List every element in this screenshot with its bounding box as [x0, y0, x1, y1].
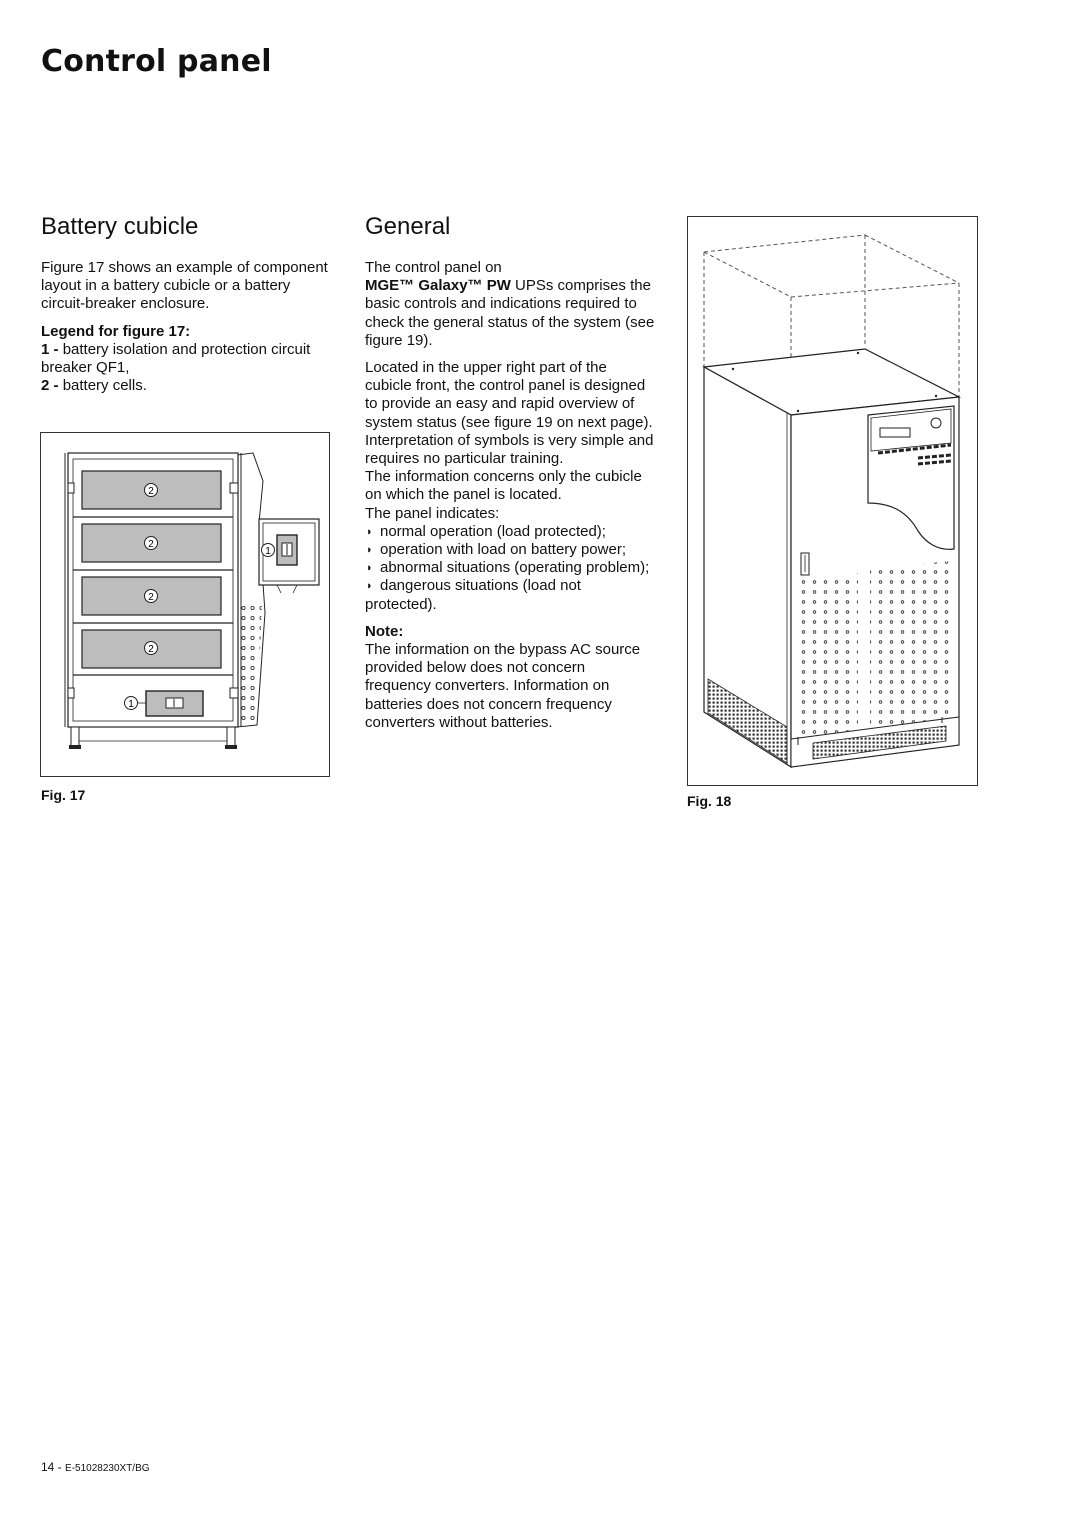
- battery-cubicle-drawing: [41, 433, 329, 776]
- control-panel-display: [880, 428, 910, 437]
- ups-cubicle-drawing: [688, 217, 977, 785]
- svg-text:1: 1: [265, 546, 271, 557]
- general-text: [365, 259, 655, 732]
- page-title: Control panel: [41, 44, 272, 79]
- legend-title: Legend for figure 17:: [41, 322, 191, 340]
- legend-item-1: 1 - battery isolation and protection circuit breaker QF1,: [41, 340, 311, 377]
- figure-18: [687, 216, 978, 786]
- general-heading: General: [365, 213, 451, 240]
- callout-1: [262, 544, 275, 558]
- callout-2: [145, 590, 158, 604]
- battery-cubicle-heading: Battery cubicle: [41, 213, 199, 240]
- general-para-2: Located in the upper right part of the cubicle front, the control panel is designed to provide an easy and rapid overview of system status (see figure 19 on next page).: [365, 359, 653, 431]
- battery-cubicle-text: [41, 259, 331, 395]
- figure-17: [40, 432, 330, 777]
- document-code: E-51028230XT/BG: [65, 1463, 150, 1474]
- status-item: ◗ normal operation (load protected);: [366, 522, 606, 540]
- svg-text:2: 2: [148, 644, 154, 655]
- figure-17-label: Fig. 17: [41, 787, 86, 803]
- general-para-4: The information concerns only the cubicle on which the panel is located.: [365, 468, 642, 504]
- status-item: ◗ dangerous situations (load not protected).: [365, 577, 581, 613]
- note-text: The information on the bypass AC source provided below does not concern frequency converters. Information on batteries does not concern frequency converters without batteries.: [365, 641, 641, 731]
- page-footer: [41, 1460, 150, 1474]
- status-item: ◗ abnormal situations (operating problem);: [366, 559, 650, 577]
- status-item: ◗ operation with load on battery power;: [366, 541, 626, 559]
- general-para-3: Interpretation of symbols is very simple and requires no particular training.: [365, 431, 654, 468]
- callout-1: [125, 697, 138, 711]
- svg-text:2: 2: [148, 592, 154, 603]
- general-para-5: The panel indicates:: [365, 504, 500, 522]
- svg-text:1: 1: [128, 699, 134, 710]
- callout-2: [145, 484, 158, 498]
- page-number: 14 -: [41, 1460, 62, 1474]
- battery-cubicle-intro: Figure 17 shows an example of component layout in a battery cubicle or a battery circuit-breaker enclosure.: [41, 259, 328, 313]
- legend-item-2: 2 - battery cells.: [41, 377, 147, 395]
- figure-18-label: Fig. 18: [687, 793, 732, 809]
- callout-2: [145, 537, 158, 551]
- svg-text:2: 2: [148, 486, 154, 497]
- svg-text:2: 2: [148, 539, 154, 550]
- note-title: Note:: [365, 622, 404, 640]
- general-para-1: The control panel on MGE™ Galaxy™ PW UPSs comprises the basic controls and indications required to check the general status of the system (see figure 19).: [365, 259, 655, 349]
- callout-2: [145, 642, 158, 656]
- status-list: [365, 523, 655, 614]
